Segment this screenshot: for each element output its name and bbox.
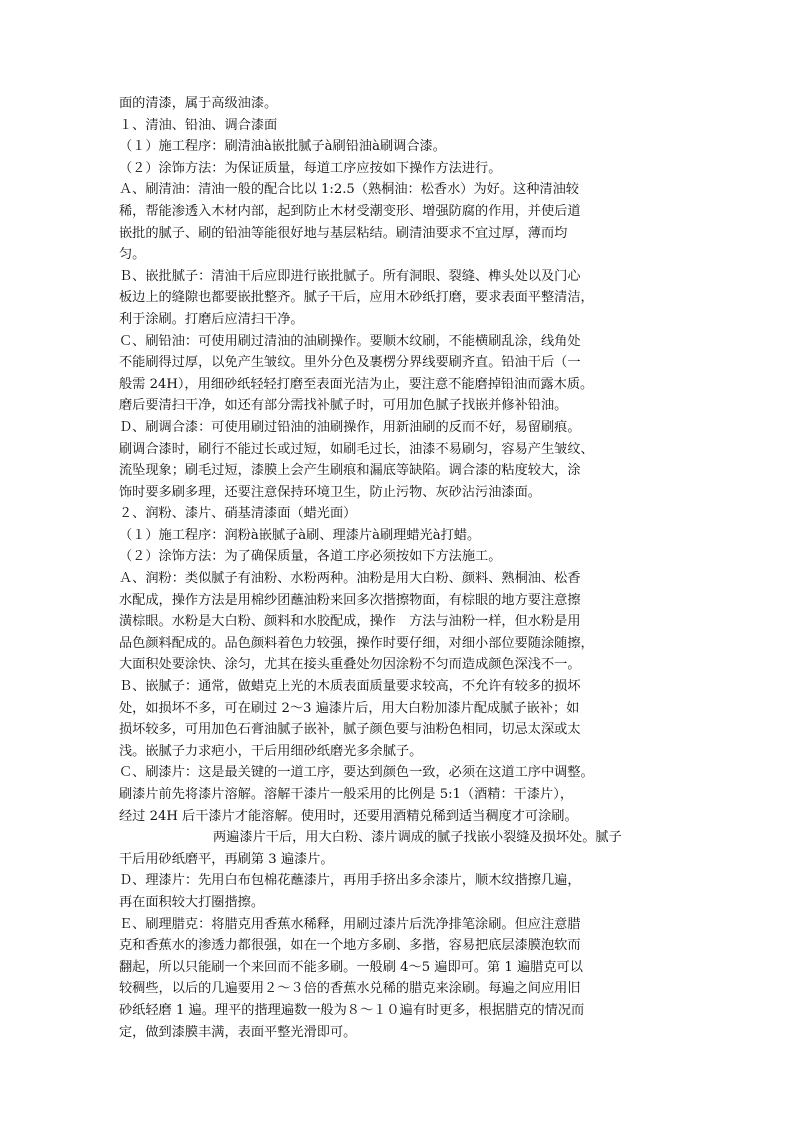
text-line: Ｃ、刷铅油：可使用刷过清油的油刷操作。要顺木纹刷，不能横刷乱涂，线角处 — [119, 333, 581, 349]
text-line: Ｂ、嵌腻子：通常，做蜡克上光的木质表面质量要求较高，不允许有较多的损坏 — [119, 679, 581, 695]
text-line: （１）施工程序：润粉à嵌腻子à刷、理漆片à刷理蜡光à打蜡。 — [119, 527, 481, 543]
text-line: 刷漆片前先将漆片溶解。溶解干漆片一般采用的比例是 5:1（酒精：干漆片）， — [119, 787, 574, 802]
text-line: 翻起，所以只能刷一个来回而不能多刷。一般刷 4～5 遍即可。第 1 遍腊克可以 — [119, 959, 583, 975]
text-line: 经过 24H 后干漆片才能溶解。使用时，还要用酒精兑稀到适当稠度才可涂刷。 — [119, 808, 578, 824]
text-line: 面的清漆，属于高级油漆。 — [119, 96, 278, 111]
text-line: 稀，帮能渗透入木材内部，起到防止木材受潮变形、增强防腐的作用，并使后道 — [119, 203, 581, 219]
text-line: 再在面积较大打圈揩擦。 — [119, 894, 265, 910]
text-line: 克和香蕉水的渗透力都很强，如在一个地方多刷、多揩，容易把底层漆膜泡软而 — [119, 938, 581, 954]
text-line: 磨后要清扫干净，如还有部分需找补腻子时，可用加色腻子找嵌并修补铅油。 — [119, 398, 568, 414]
text-line: 大面积处要涂快、涂匀，尤其在接头重叠处勿因涂粉不匀而造成颜色深浅不一。 — [119, 657, 581, 673]
document-body — [119, 93, 679, 1043]
text-line: Ｅ、刷理腊克：将腊克用香蕉水稀释，用刷过漆片后洗净排笔涂刷。但应注意腊 — [119, 916, 581, 932]
text-line: 嵌批的腻子、刷的铅油等能很好地与基层粘结。刷清油要求不宜过厚，薄而均 — [119, 225, 568, 241]
section-heading-1: １、清油、铅油、调合漆面 — [119, 117, 278, 133]
text-line: 匀。 — [119, 247, 146, 263]
text-line: 饰时要多刷多理，还要注意保持环境卫生，防止污物、灰砂沾污油漆面。 — [119, 484, 541, 500]
text-line: 流坠现象；刷毛过短，漆膜上会产生刷痕和漏底等缺陷。调合漆的粘度较大，涂 — [119, 463, 581, 479]
text-line-indented: 两遍漆片干后，用大白粉、漆片调成的腻子找嵌小裂缝及损坏处。腻子 — [213, 830, 622, 846]
text-line: Ｄ、刷调合漆：可使用刷过铅油的油刷操作，用新油刷的反而不好，易留刷痕。 — [119, 419, 581, 435]
text-line: 板边上的缝隙也都要嵌批整齐。腻子干后，应用木砂纸打磨，要求表面平整清洁， — [119, 290, 594, 306]
text-line: 定，做到漆膜丰满，表面平整光滑即可。 — [119, 1024, 357, 1040]
text-line: 不能刷得过厚，以免产生皱纹。里外分色及裹楞分界线要刷齐直。铅油干后（一 — [119, 355, 581, 371]
section-heading-2: ２、润粉、漆片、硝基清漆面（蜡光面） — [119, 506, 357, 522]
text-line: 刷调合漆时，刷行不能过长或过短，如刷毛过长，油漆不易刷匀，容易产生皱纹、 — [119, 441, 594, 457]
text-line: 般需 24H），用细砂纸轻轻打磨至表面光洁为止，要注意不能磨掉铅油而露木质。 — [119, 376, 594, 392]
text-line: 浅。嵌腻子力求疤小，干后用细砂纸磨光多余腻子。 — [119, 743, 423, 759]
text-line: Ａ、刷清油：清油一般的配合比以 1:2.5（熟桐油：松香水）为好。这种清油较 — [119, 182, 579, 198]
text-line: （１）施工程序：刷清油à嵌批腻子à刷铅油à刷调合漆。 — [119, 139, 446, 155]
text-line: （２）涂饰方法：为了确保质量，各道工序必须按如下方法施工。 — [119, 549, 502, 565]
text-line: Ｄ、理漆片：先用白布包棉花蘸漆片，再用手挤出多余漆片，顺木纹揩擦几遍， — [119, 873, 581, 889]
text-line: 损坏较多，可用加色石膏油腻子嵌补，腻子颜色要与油粉色相同，切忌太深或太 — [119, 722, 581, 738]
text-line: 较稠些，以后的几遍要用２～３倍的香蕉水兑稀的腊克来涂刷。每遍之间应用旧 — [119, 981, 581, 997]
text-line: 干后用砂纸磨平，再刷第 3 遍漆片。 — [119, 851, 334, 867]
text-line: 利于涂刷。打磨后应清扫干净。 — [119, 311, 304, 327]
text-line: 水配成，操作方法是用棉纱团蘸油粉来回多次揩擦物面，有棕眼的地方要注意擦 — [119, 592, 581, 608]
text-line: 砂纸轻磨 1 遍。理平的揩理遍数一般为８～１０遍有时更多，根据腊克的情况而 — [119, 1002, 585, 1018]
text-line: 品色颜料配成的。品色颜料着色力较强，操作时要仔细，对细小部位要随涂随擦， — [119, 635, 594, 651]
text-line: （２）涂饰方法：为保证质量，每道工序应按如下操作方法进行。 — [119, 160, 502, 176]
text-line: 潢棕眼。水粉是大白粉、颜料和水胶配成，操作 方法与油粉一样，但水粉是用 — [119, 614, 581, 630]
text-line: Ｂ、嵌批腻子：清油干后应即进行嵌批腻子。所有洞眼、裂缝、榫头处以及门心 — [119, 268, 581, 284]
text-line: 处，如损坏不多，可在刷过 2～3 遍漆片后，用大白粉加漆片配成腻子嵌补；如 — [119, 700, 580, 716]
text-line: Ｃ、刷漆片：这是最关键的一道工序，要达到颜色一致，必须在这道工序中调整。 — [119, 765, 594, 781]
text-line: Ａ、润粉：类似腻子有油粉、水粉两种。油粉是用大白粉、颜料、熟桐油、松香 — [119, 571, 581, 587]
